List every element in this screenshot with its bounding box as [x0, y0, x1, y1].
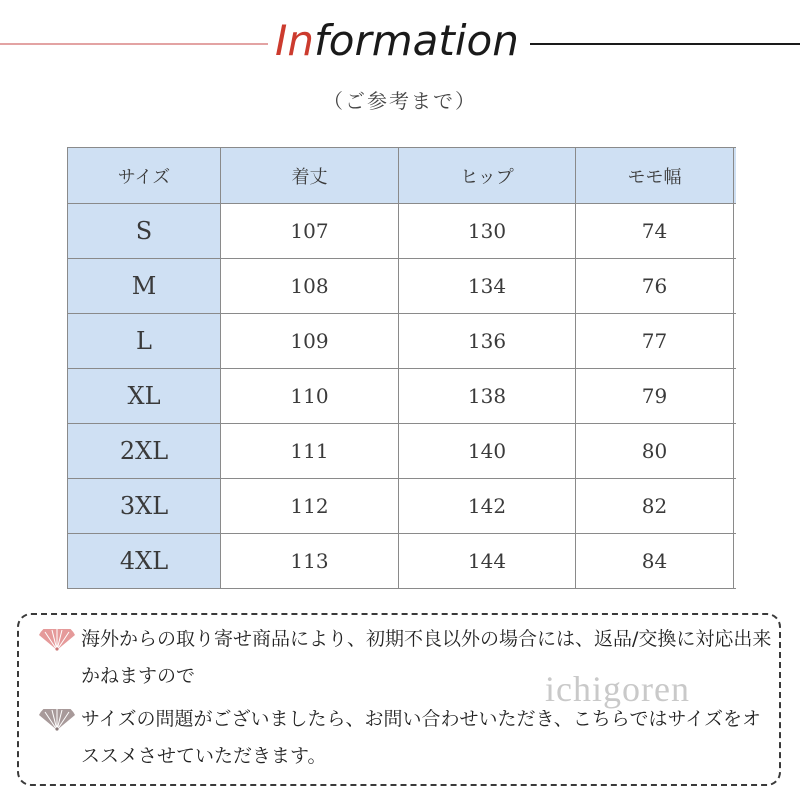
table-edge [734, 369, 736, 424]
table-row [68, 314, 736, 369]
note-text: サイズの問題がございましたら、お問い合わせいただき、こちらではサイズをオススメさせていただきます。 [81, 708, 762, 767]
table-edge [734, 534, 736, 589]
page-title-accent: In [275, 16, 315, 65]
title-rule-left [0, 43, 268, 45]
size-cell: S [68, 204, 221, 259]
column-header-size: サイズ [68, 148, 221, 204]
thigh-cell: 74 [576, 204, 734, 259]
size-cell: 2XL [68, 424, 221, 479]
watermark: ichigoren [545, 669, 690, 709]
table-row [68, 369, 736, 424]
size-cell: L [68, 314, 221, 369]
length-cell: 108 [221, 259, 399, 314]
hip-cell: 142 [399, 479, 576, 534]
table-row [68, 534, 736, 589]
table-edge [734, 148, 736, 204]
hip-cell: 134 [399, 259, 576, 314]
size-cell: M [68, 259, 221, 314]
length-cell: 111 [221, 424, 399, 479]
size-cell: 4XL [68, 534, 221, 589]
size-cell: XL [68, 369, 221, 424]
fan-icon [37, 629, 77, 651]
thigh-cell: 80 [576, 424, 734, 479]
fan-icon [37, 709, 77, 731]
thigh-cell: 82 [576, 479, 734, 534]
table-header-row [68, 148, 736, 204]
length-cell: 107 [221, 204, 399, 259]
table-row [68, 479, 736, 534]
column-header-hip: ヒップ [399, 148, 576, 204]
column-header-thigh: モモ幅 [576, 148, 734, 204]
table-edge [734, 314, 736, 369]
table-edge [734, 204, 736, 259]
table-row [68, 424, 736, 479]
column-header-length: 着丈 [221, 148, 399, 204]
page-title-rest: formation [314, 16, 519, 65]
size-cell: 3XL [68, 479, 221, 534]
length-cell: 110 [221, 369, 399, 424]
hip-cell: 138 [399, 369, 576, 424]
thigh-cell: 76 [576, 259, 734, 314]
hip-cell: 140 [399, 424, 576, 479]
table-edge [734, 259, 736, 314]
table-edge [734, 479, 736, 534]
note-text: 海外からの取り寄せ商品により、初期不良以外の場合には、返品/交換に対応出来かねますので [81, 628, 772, 687]
hip-cell: 144 [399, 534, 576, 589]
thigh-cell: 77 [576, 314, 734, 369]
hip-cell: 130 [399, 204, 576, 259]
length-cell: 113 [221, 534, 399, 589]
hip-cell: 136 [399, 314, 576, 369]
length-cell: 109 [221, 314, 399, 369]
page-subtitle: （ご参考まで） [323, 89, 477, 113]
thigh-cell: 79 [576, 369, 734, 424]
length-cell: 112 [221, 479, 399, 534]
size-table [67, 147, 736, 589]
thigh-cell: 84 [576, 534, 734, 589]
table-row [68, 204, 736, 259]
note-item [37, 701, 777, 775]
table-edge [734, 424, 736, 479]
title-rule-right [530, 43, 800, 45]
table-row [68, 259, 736, 314]
page-title [275, 8, 535, 74]
